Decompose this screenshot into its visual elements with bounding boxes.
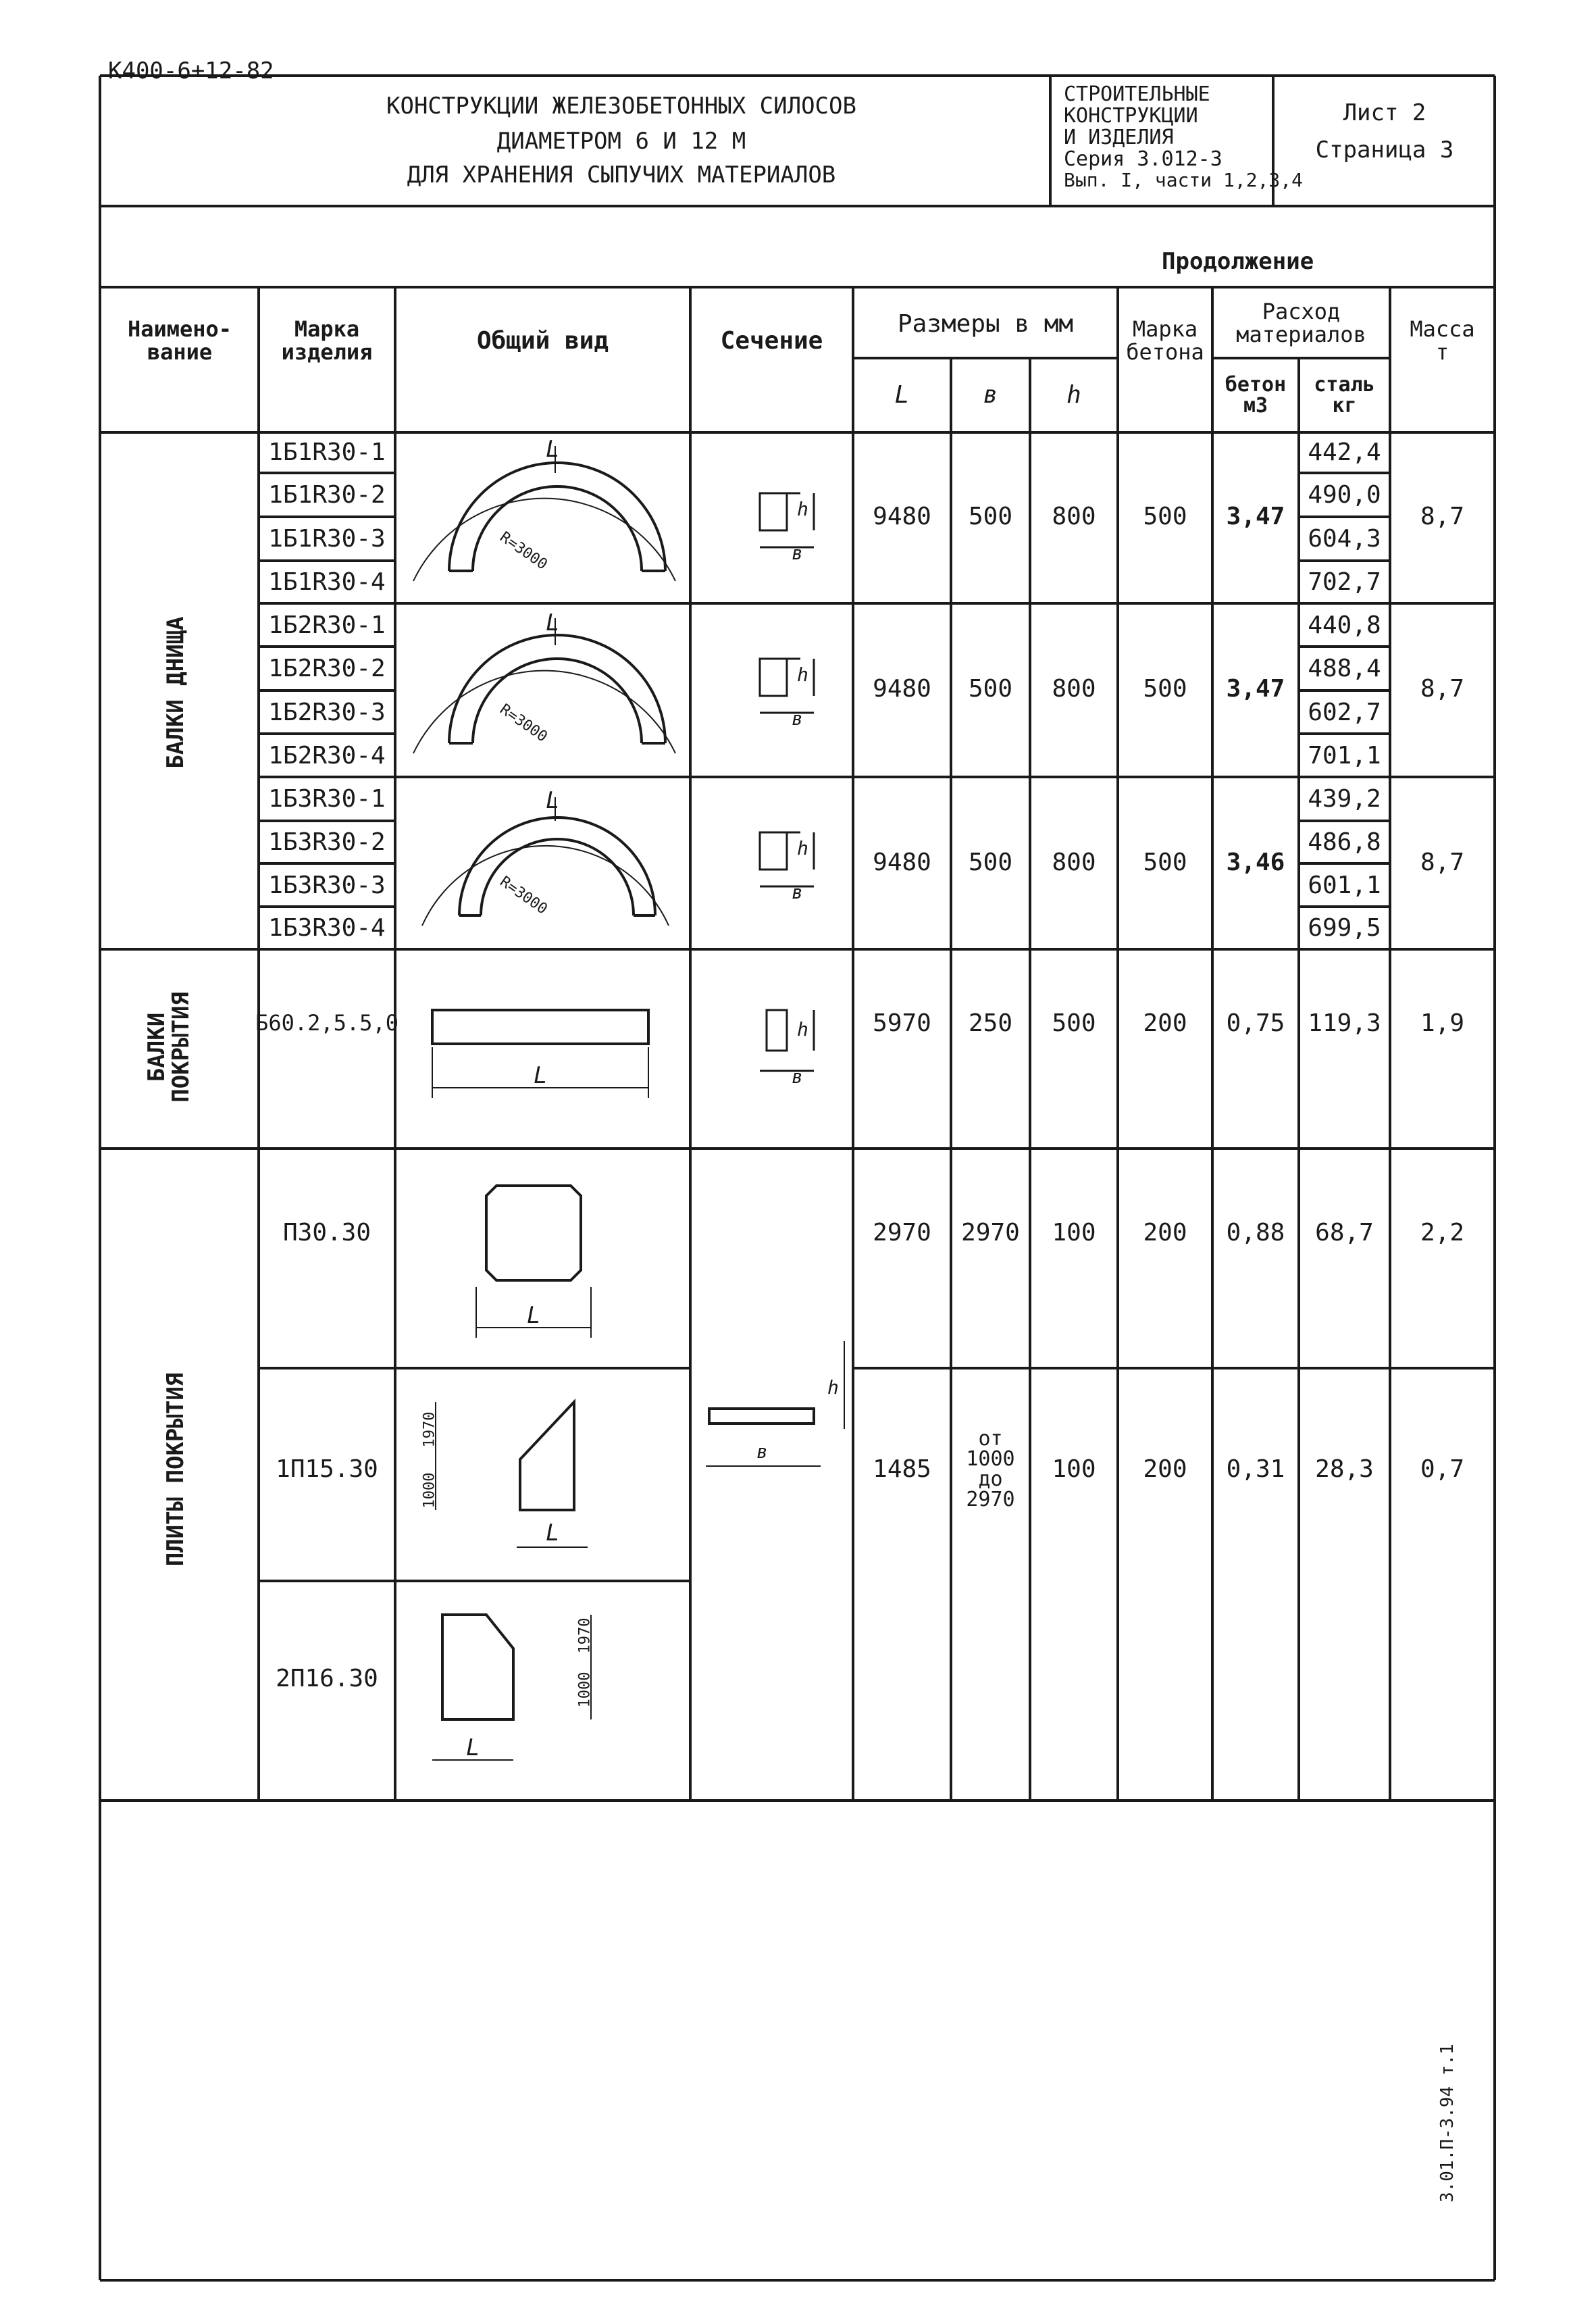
- continuation-label: Продолжение: [1162, 248, 1314, 275]
- grade-g4: 200: [1143, 1009, 1187, 1038]
- L-g2: 9480: [873, 675, 931, 703]
- stamp-line-1: СТРОИТЕЛЬНЫЕ: [1064, 82, 1210, 106]
- mass-g2: 8,7: [1420, 675, 1465, 703]
- grade-g2: 500: [1143, 675, 1187, 703]
- header-section: Сечение: [720, 327, 823, 355]
- H-g1: 800: [1052, 503, 1096, 531]
- steel-g1-4: 702,7: [1308, 568, 1381, 597]
- header-H: h: [1066, 381, 1081, 409]
- stamp-line-2: КОНСТРУКЦИИ: [1064, 104, 1198, 128]
- steel-g2-4: 701,1: [1308, 741, 1381, 770]
- sec2-h-label: h: [797, 663, 808, 686]
- header-view: Общий вид: [476, 327, 609, 355]
- L-g5: 2970: [873, 1219, 931, 1247]
- slab-section-h-label: h: [827, 1376, 839, 1399]
- arc1-R-label: R=3000: [496, 528, 550, 574]
- H-g6: 100: [1052, 1455, 1096, 1484]
- sec3-h-label: h: [797, 837, 808, 859]
- L-g3: 9480: [873, 849, 931, 877]
- header-name: Наимено- вание: [127, 316, 232, 365]
- header-mass: Масса т: [1410, 316, 1475, 365]
- mark-g3-2: 1Б3R30-2: [268, 828, 386, 857]
- mark-g1-3: 1Б1R30-3: [268, 525, 386, 553]
- header-concrete-grade: Марка бетона: [1126, 316, 1204, 365]
- slab-trap2-L-label: L: [466, 1734, 480, 1761]
- grade-g3: 500: [1143, 849, 1187, 877]
- header-consumption: Расход материалов: [1236, 299, 1366, 347]
- steel-g4: 119,3: [1308, 1009, 1381, 1038]
- B-g4: 250: [968, 1009, 1013, 1038]
- slab-trap1-1970-label: 1970: [421, 1411, 438, 1448]
- header-steel: сталь кг: [1314, 372, 1375, 418]
- header-B: в: [983, 381, 998, 409]
- H-g4: 500: [1052, 1009, 1096, 1038]
- concrete-g2: 3,47: [1226, 675, 1285, 703]
- title-line-1: КОНСТРУКЦИИ ЖЕЛЕЗОБЕТОННЫХ СИЛОСОВ: [386, 93, 856, 120]
- document-code: К400-6+12-82: [108, 57, 274, 84]
- H-g5: 100: [1052, 1219, 1096, 1247]
- slab-trap-drawing-2: [432, 1615, 594, 1760]
- cover-beam-L-label: L: [534, 1062, 548, 1089]
- mark-g4: Б60.2,5.5,0: [255, 1010, 398, 1036]
- slab-trap2-1000-label: 1000: [576, 1671, 594, 1708]
- mark-g3-3: 1Б3R30-3: [268, 871, 386, 899]
- B-g2: 500: [968, 675, 1013, 703]
- mark-g5: П30.30: [282, 1219, 371, 1247]
- title-line-2: ДИАМЕТРОМ 6 И 12 М: [496, 128, 746, 155]
- arc2-L-label: L: [546, 609, 560, 636]
- header-dims: Размеры в мм: [897, 309, 1074, 338]
- slab-section-b-label: в: [756, 1440, 768, 1463]
- mark-g1-2: 1Б1R30-2: [268, 481, 386, 509]
- mark-g2-2: 1Б2R30-2: [268, 655, 386, 683]
- steel-g2-3: 602,7: [1308, 698, 1381, 726]
- mark-g6-1: 1П15.30: [276, 1455, 378, 1484]
- mark-g6-2: 2П16.30: [276, 1665, 378, 1693]
- steel-g2-1: 440,8: [1308, 611, 1381, 639]
- steel-g3-2: 486,8: [1308, 828, 1381, 857]
- concrete-g4: 0,75: [1226, 1009, 1285, 1038]
- mass-g5: 2,2: [1420, 1219, 1465, 1247]
- group-cover-slabs: ПЛИТЫ ПОКРЫТИЯ: [162, 1372, 189, 1567]
- steel-g3-3: 601,1: [1308, 871, 1381, 899]
- group-bottom-beams: БАЛКИ ДНИЩА: [162, 616, 189, 769]
- arc2-R-label: R=3000: [496, 701, 550, 746]
- sec1-h-label: h: [797, 498, 808, 520]
- B-g5: 2970: [961, 1219, 1020, 1247]
- page-number: Страница 3: [1315, 136, 1454, 164]
- steel-g2-2: 488,4: [1308, 655, 1381, 683]
- arc3-L-label: L: [546, 787, 560, 814]
- header-concrete: бетон м3: [1225, 372, 1287, 418]
- L-g4: 5970: [873, 1009, 931, 1038]
- H-g3: 800: [1052, 849, 1096, 877]
- steel-g1-2: 490,0: [1308, 481, 1381, 509]
- slab-trap2-1970-label: 1970: [576, 1617, 594, 1654]
- title-line-3: ДЛЯ ХРАНЕНИЯ СЫПУЧИХ МАТЕРИАЛОВ: [407, 161, 836, 188]
- concrete-g5: 0,88: [1226, 1219, 1285, 1247]
- grade-g1: 500: [1143, 503, 1187, 531]
- mark-g3-4: 1Б3R30-4: [268, 914, 386, 942]
- slab-trap1-L-label: L: [546, 1519, 560, 1546]
- mass-g6: 0,7: [1420, 1455, 1465, 1484]
- arc1-L-label: L: [546, 436, 560, 463]
- side-code: 3.01.П-3.94 т.1: [1437, 2044, 1458, 2203]
- sec3-b-label: в: [792, 881, 803, 903]
- concrete-g1: 3,47: [1226, 503, 1285, 531]
- sheet-number: Лист 2: [1343, 99, 1426, 126]
- mass-g1: 8,7: [1420, 503, 1465, 531]
- steel-g3-1: 439,2: [1308, 784, 1381, 813]
- B-g6: от 1000 до 2970: [966, 1427, 1015, 1511]
- grade-g6: 200: [1143, 1455, 1187, 1484]
- mark-g1-4: 1Б1R30-4: [268, 568, 386, 597]
- mass-g3: 8,7: [1420, 849, 1465, 877]
- slab-trap-drawing-1: [436, 1402, 588, 1547]
- stamp-line-4: Серия 3.012-3: [1064, 147, 1222, 171]
- mark-g3-1: 1Б3R30-1: [268, 784, 386, 813]
- H-g2: 800: [1052, 675, 1096, 703]
- B-g1: 500: [968, 503, 1013, 531]
- grade-g5: 200: [1143, 1219, 1187, 1247]
- mass-g4: 1,9: [1420, 1009, 1465, 1038]
- slab-square-L-label: L: [527, 1302, 541, 1329]
- concrete-g3: 3,46: [1226, 849, 1285, 877]
- mark-g1-1: 1Б1R30-1: [268, 438, 386, 467]
- arc3-R-label: R=3000: [496, 873, 550, 918]
- mark-g2-4: 1Б2R30-4: [268, 741, 386, 770]
- steel-g1-3: 604,3: [1308, 525, 1381, 553]
- steel-g6: 28,3: [1315, 1455, 1374, 1484]
- sec1-b-label: в: [792, 542, 803, 564]
- slab-section-drawing: [706, 1341, 844, 1466]
- B-g3: 500: [968, 849, 1013, 877]
- mark-g2-3: 1Б2R30-3: [268, 698, 386, 726]
- header-mark: Марка изделия: [281, 316, 373, 365]
- section-symbols: [760, 493, 814, 1071]
- slab-trap1-1000-label: 1000: [421, 1472, 438, 1509]
- L-g6: 1485: [873, 1455, 931, 1484]
- steel-g3-4: 699,5: [1308, 914, 1381, 942]
- header-L: L: [894, 381, 910, 409]
- L-g1: 9480: [873, 503, 931, 531]
- steel-g5: 68,7: [1315, 1219, 1374, 1247]
- sec4-h-label: h: [797, 1018, 808, 1040]
- stamp-line-3: И ИЗДЕЛИЯ: [1064, 126, 1174, 149]
- stamp-line-5: Вып. I, части 1,2,3,4: [1064, 169, 1304, 191]
- group-cover-beams: БАЛКИ ПОКРЫТИЯ: [143, 992, 195, 1103]
- sec2-b-label: в: [792, 707, 803, 730]
- concrete-g6: 0,31: [1226, 1455, 1285, 1484]
- steel-g1-1: 442,4: [1308, 438, 1381, 467]
- sec4-b-label: в: [792, 1065, 803, 1088]
- mark-g2-1: 1Б2R30-1: [268, 611, 386, 639]
